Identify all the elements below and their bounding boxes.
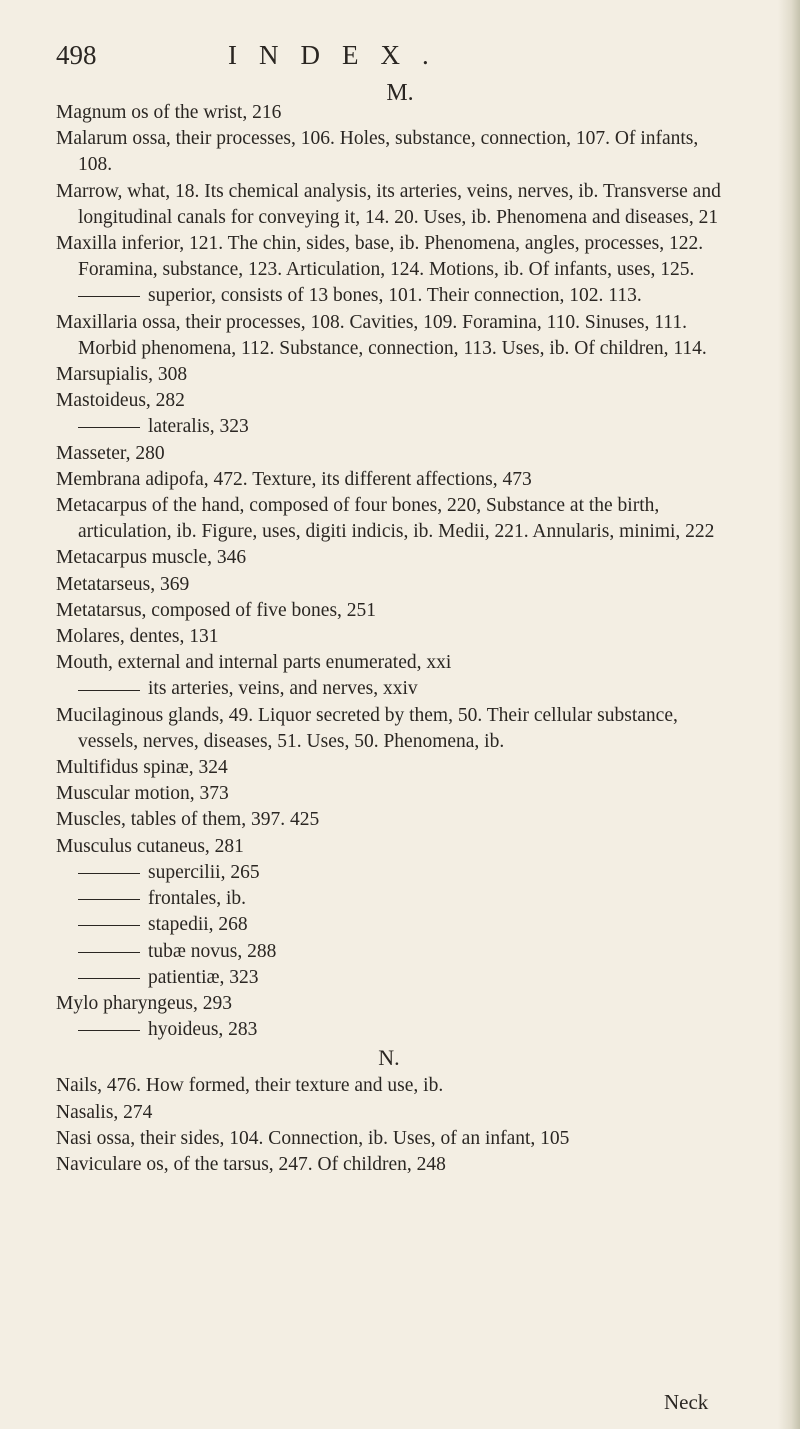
index-entry [56, 572, 722, 598]
ditto-dash [78, 899, 140, 900]
index-entry-text: Musculus cutaneus, 281 [56, 835, 244, 857]
index-entry-text: Malarum ossa, their processes, 106. Holes, substance, connection, 107. Of infants, 108. [56, 128, 699, 176]
page-number: 498 [56, 40, 97, 70]
index-entry [56, 965, 722, 991]
index-entry [56, 860, 722, 886]
index-entry [56, 886, 722, 912]
catchword: Neck [664, 1390, 709, 1414]
ditto-dash [78, 925, 140, 926]
index-entry [56, 1100, 722, 1126]
index-entry-text: supercilii, 265 [148, 861, 260, 883]
index-entry [56, 310, 722, 362]
index-entry-text: Muscles, tables of them, 397. 425 [56, 809, 320, 831]
index-entry-text: Mouth, external and internal parts enumerated, xxi [56, 652, 452, 674]
index-entry-text: Metacarpus of the hand, composed of four bones, 220, Substance at the birth, articulation, ib. Figure, uses, digiti indicis, ib. Medii, 221. Annularis, minimi, 222 [56, 495, 715, 543]
index-entry [56, 1152, 722, 1178]
index-section-m [56, 100, 722, 1043]
section-letter-m: M. [386, 80, 414, 106]
index-entry [56, 939, 722, 965]
index-entry [56, 781, 722, 807]
index-entry [56, 834, 722, 860]
running-head: INDEX. [228, 40, 451, 70]
index-entry-text: tubæ novus, 288 [148, 940, 277, 962]
index-entry-text: Nasi ossa, their sides, 104. Connection, ib. Uses, of an infant, 105 [56, 1127, 570, 1149]
index-section-n [56, 1073, 722, 1178]
ditto-dash [78, 690, 140, 691]
index-entry-text: Masseter, 280 [56, 442, 165, 464]
index-entry [56, 100, 722, 126]
index-entry-text: Metacarpus muscle, 346 [56, 547, 247, 569]
index-entry-text: Mylo pharyngeus, 293 [56, 992, 233, 1014]
index-entry [56, 807, 722, 833]
index-entry [56, 283, 722, 309]
index-entry-text: patientiæ, 323 [148, 966, 259, 988]
index-entry [56, 414, 722, 440]
ditto-dash [78, 1030, 140, 1031]
ditto-dash [78, 296, 140, 297]
index-entry [56, 676, 722, 702]
ditto-dash [78, 978, 140, 979]
index-entry-text: Magnum os of the wrist, 216 [56, 102, 282, 123]
index-entry-text: Maxilla inferior, 121. The chin, sides, base, ib. Phenomena, angles, processes, 122. Foramina, substance, 123. Articulation, 124. Motions, ib. Of infants, uses, 125. [56, 233, 704, 281]
index-entry [56, 1017, 722, 1043]
index-entry-text: Nails, 476. How formed, their texture and use, ib. [56, 1075, 444, 1097]
index-entry-text: frontales, ib. [148, 888, 247, 910]
index-entry [56, 1126, 722, 1152]
index-entry [56, 231, 722, 283]
index-entry [56, 624, 722, 650]
index-entry-text: stapedii, 268 [148, 914, 248, 936]
index-entry [56, 703, 722, 755]
index-entry [56, 991, 722, 1017]
page-edge-shadow [778, 0, 800, 1429]
index-entry-text: Mastoideus, 282 [56, 390, 185, 412]
index-entry-text: Muscular motion, 373 [56, 783, 229, 805]
index-entry [56, 388, 722, 414]
index-entry [56, 650, 722, 676]
index-entries [56, 100, 722, 1178]
index-entry [56, 441, 722, 467]
index-entry [56, 1073, 722, 1099]
index-entry [56, 755, 722, 781]
index-entry [56, 126, 722, 178]
section-letter-n: N. [378, 1045, 400, 1071]
index-entry-text: hyoideus, 283 [148, 1019, 258, 1041]
index-entry-text: Marsupialis, 308 [56, 364, 188, 386]
index-entry-text: Metatarseus, 369 [56, 573, 190, 595]
index-entry [56, 362, 722, 388]
index-entry-text: Multifidus spinæ, 324 [56, 757, 228, 779]
index-entry-text: Membrana adipofa, 472. Texture, its different affections, 473 [56, 468, 532, 490]
ditto-dash [78, 427, 140, 428]
index-entry [56, 493, 722, 545]
index-entry-text: Molares, dentes, 131 [56, 626, 219, 648]
index-entry-text: Maxillaria ossa, their processes, 108. Cavities, 109. Foramina, 110. Sinuses, 111. Morbid phenomena, 112. Substance, connection, 113. Uses, ib. Of children, 114. [56, 311, 707, 359]
index-entry-text: its arteries, veins, and nerves, xxiv [148, 678, 418, 700]
index-entry-text: Mucilaginous glands, 49. Liquor secreted by them, 50. Their cellular substance, vessels, nerves, diseases, 51. Uses, 50. Phenomena, ib. [56, 704, 678, 752]
ditto-dash [78, 873, 140, 874]
ditto-dash [78, 952, 140, 953]
index-entry [56, 598, 722, 624]
index-entry [56, 467, 722, 493]
index-entry-text: superior, consists of 13 bones, 101. Their connection, 102. 113. [148, 285, 642, 307]
index-entry [56, 545, 722, 571]
index-entry-text: lateralis, 323 [148, 416, 249, 438]
index-entry [56, 912, 722, 938]
index-entry-text: Naviculare os, of the tarsus, 247. Of children, 248 [56, 1153, 446, 1175]
index-entry-text: Marrow, what, 18. Its chemical analysis, its arteries, veins, nerves, ib. Transverse and longitudinal canals for conveying it, 14. 20. Uses, ib. Phenomena and diseases, 21 [56, 180, 721, 228]
page-header [56, 40, 716, 80]
index-entry [56, 179, 722, 231]
index-entry-text: Nasalis, 274 [56, 1101, 153, 1123]
index-entry-text: Metatarsus, composed of five bones, 251 [56, 599, 377, 621]
